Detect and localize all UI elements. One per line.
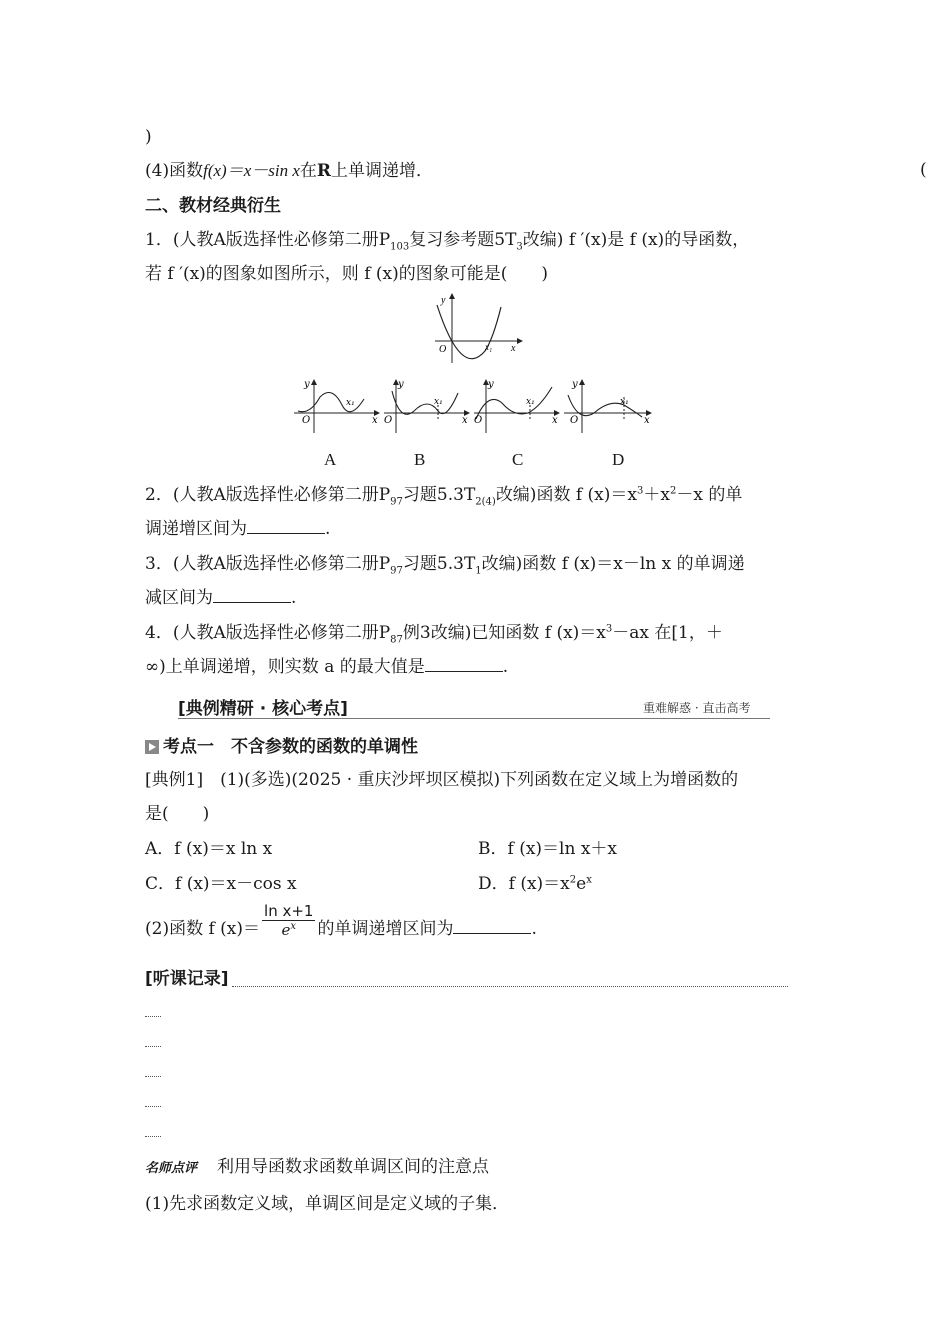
y-arrow [449, 293, 455, 299]
section-banner-subtitle: 重难解惑 · 直击高考 [643, 701, 751, 715]
svg-text:O: O [570, 415, 579, 426]
option-a-graph [292, 377, 382, 435]
origin-label: O [439, 344, 447, 355]
svg-text:y: y [572, 379, 578, 390]
svg-text:y: y [304, 379, 310, 390]
answer-blank[interactable] [453, 919, 531, 934]
q4-line2: ∞)上单调递增，则实数 a 的最大值是 . [145, 657, 509, 677]
kaodian-heading: 考点一 不含参数的函数的单调性 [145, 736, 418, 758]
svg-text:x: x [644, 415, 650, 426]
x1-label: x₁ [485, 342, 493, 352]
answer-blank[interactable] [247, 519, 325, 534]
y-label: y [441, 295, 446, 306]
svg-text:x: x [372, 415, 378, 426]
q3-line1: 3．(人教A版选择性必修第二册$P_{97}$习题$5.3T_1$改编)函数 f (x)＝x－ln x 的单调递 [145, 554, 745, 577]
fraction: $\frac{\text{ln x+1}}{e^x}$ [264, 902, 314, 939]
q1-line1: 1．(人教A版选择性必修第二册$P_{103}$复习参考题$5T_3$改编) f ′(x)是 f (x)的导函数， [145, 230, 750, 253]
svg-text:x₁: x₁ [434, 397, 443, 407]
example1-part2: (2)函数 f (x)＝ $\frac{\text{ln x+1}}{e^x}$ 的单调递增区间为 . [145, 902, 537, 939]
continued-paren: ) [145, 127, 152, 147]
banner-rule [178, 718, 770, 719]
notes-line[interactable] [145, 1136, 161, 1137]
svg-text:O: O [384, 415, 393, 426]
option-d-graph [562, 377, 654, 435]
x-label: x [511, 343, 516, 354]
svg-text:x: x [462, 415, 468, 426]
notes-line[interactable] [145, 1046, 161, 1047]
notes-line[interactable] [232, 986, 788, 987]
notes-line[interactable] [145, 1106, 161, 1107]
svg-text:x₁: x₁ [526, 397, 535, 407]
commentary-tag: 名师点评 [145, 1161, 198, 1176]
item-4-answer-paren: ( [920, 160, 927, 180]
section-banner-title: [典例精研 · 核心考点] [178, 699, 348, 719]
notes-line[interactable] [145, 1016, 161, 1017]
option-b-label: B [414, 450, 426, 469]
answer-blank[interactable] [425, 657, 503, 672]
svg-text:x₁: x₁ [346, 398, 355, 408]
svg-text:O: O [474, 415, 483, 426]
choice-a: A．f (x)＝x ln x [145, 839, 273, 859]
q4-line1: 4．(人教A版选择性必修第二册$P_{87}$例3改编)已知函数 f $(x)=x^3-ax$ 在[1，＋ [145, 623, 723, 646]
x-arrow [517, 338, 523, 344]
q1-line2: 若 f ′(x)的图象如图所示，则 f (x)的图象可能是( ) [145, 264, 549, 284]
svg-text:y: y [488, 379, 494, 390]
choice-b: B．f (x)＝ln x＋x [478, 839, 618, 859]
choice-c: C．f (x)＝x－cos x [145, 874, 297, 894]
item-4: (4)函数f(x)＝x－sin x在R上单调递增． [145, 161, 434, 181]
option-d-label: D [612, 450, 625, 469]
choice-d: D．f $(x)=x^2e^x$ [478, 874, 592, 894]
q2-line2: 调递增区间为 . [145, 519, 331, 539]
option-a-label: A [324, 450, 337, 469]
svg-text:y: y [398, 379, 404, 390]
answer-blank[interactable] [213, 588, 291, 603]
example1-line2: 是( ) [145, 804, 210, 824]
svg-text:x: x [552, 415, 558, 426]
example1-line1: [典例1] (1)(多选)(2025 · 重庆沙坪坝区模拟)下列函数在定义域上为增函数的 [145, 770, 739, 790]
svg-text:O: O [302, 415, 311, 426]
svg-text:x₁: x₁ [620, 397, 629, 407]
notes-heading: [听课记录] [145, 969, 229, 989]
f-symbol: f [203, 161, 208, 180]
q2-line1: 2．(人教A版选择性必修第二册$P_{97}$习题$5.3T_{2(4)}$改编)函数 f $(x)=x^3+x^2-x$ 的单 [145, 485, 743, 508]
derivative-graph [425, 293, 525, 365]
option-b-graph [382, 377, 472, 435]
option-c-label: C [512, 450, 524, 469]
commentary-heading: 名师点评 利用导函数求函数单调区间的注意点 [145, 1157, 490, 1177]
commentary-point-1: (1)先求函数定义域，单调区间是定义域的子集． [145, 1194, 510, 1214]
option-c-graph [472, 377, 562, 435]
q3-line2: 减区间为 . [145, 588, 297, 608]
play-icon [145, 740, 159, 754]
notes-line[interactable] [145, 1076, 161, 1077]
section-title: 二、教材经典衍生 [145, 196, 281, 216]
